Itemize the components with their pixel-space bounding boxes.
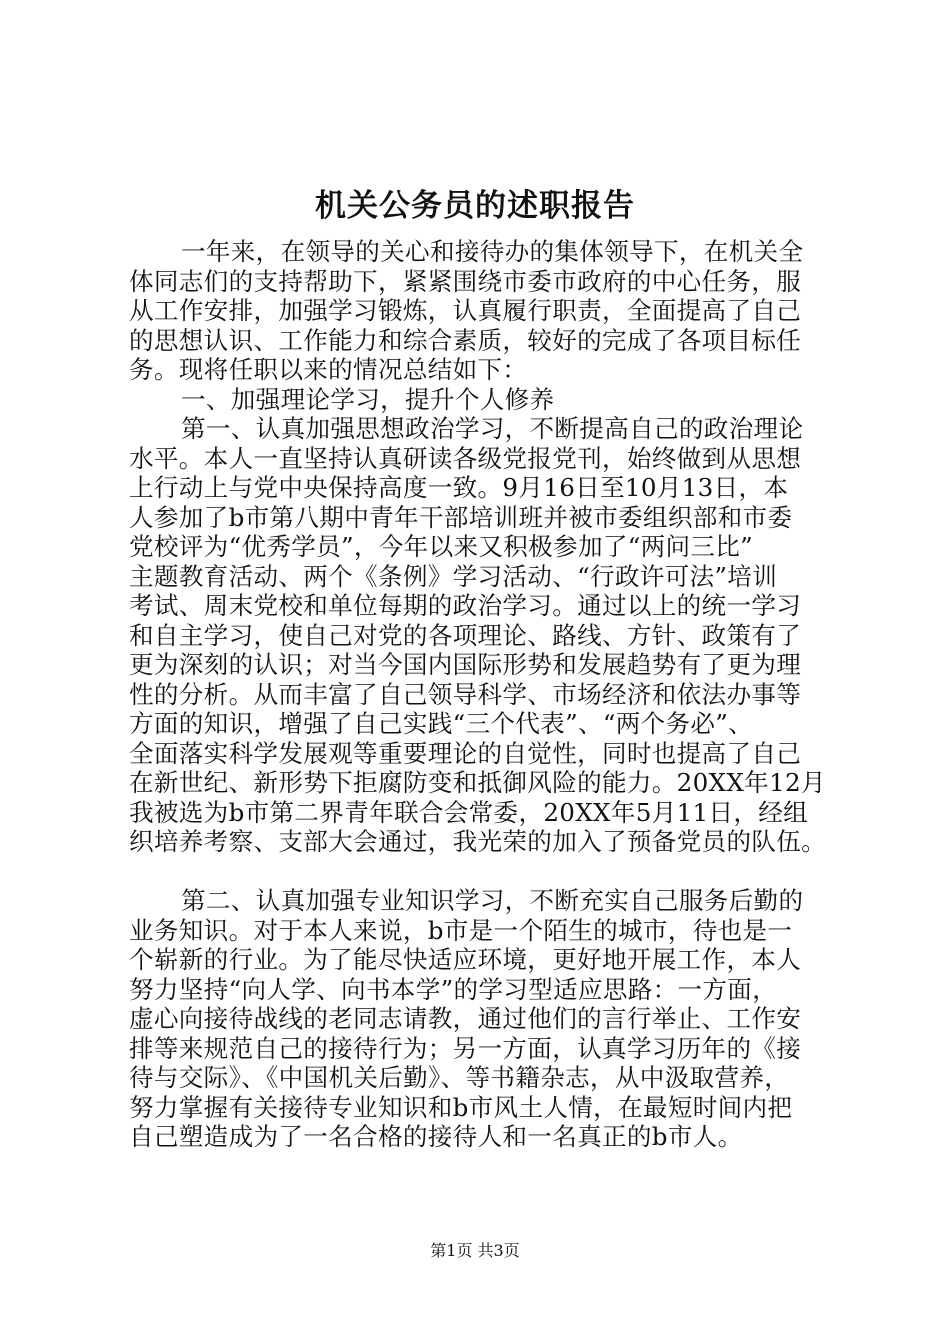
body-line: 一、加强理论学习，提升个人修养 xyxy=(181,384,555,414)
body-line: 和自主学习，使自己对党的各项理论、路线、方针、政策有了 xyxy=(129,620,802,650)
body-line: 待与交际》、《中国机关后勤》、等书籍杂志，从中汲取营养， xyxy=(129,1063,790,1092)
body-line: 的思想认识、工作能力和综合素质，较好的完成了各项目标任 xyxy=(129,325,802,355)
document-body xyxy=(129,237,841,1152)
document-title: 机关公务员的述职报告 xyxy=(315,188,635,224)
body-line: 织培养考察、支部大会通过，我光荣的加入了预备党员的队伍。 xyxy=(129,827,827,856)
body-line: 党校评为“优秀学员”，今年以来又积极参加了“两问三比” xyxy=(129,532,754,561)
body-line: 自己塑造成为了一名合格的接待人和一名真正的b市人。 xyxy=(129,1122,743,1151)
body-line: 考试、周末党校和单位每期的政治学习。通过以上的统一学习 xyxy=(129,591,802,620)
body-line: 从工作安排，加强学习锻炼，认真履行职责，全面提高了自己 xyxy=(129,296,802,325)
body-line: 性的分析。从而丰富了自己领导科学、市场经济和依法办事等 xyxy=(129,679,802,709)
body-line: 体同志们的支持帮助下，紧紧围绕市委市政府的中心任务，服 xyxy=(129,266,802,296)
body-line: 在新世纪、新形势下拒腐防变和抵御风险的能力。20XX年12月 xyxy=(129,768,826,797)
body-line: 水平。本人一直坚持认真研读各级党报党刊，始终做到从思想 xyxy=(129,443,802,473)
body-line: 第二、认真加强专业知识学习，不断充实自己服务后勤的 xyxy=(181,886,804,915)
body-line: 我被选为b市第二界青年联合会常委，20XX年5月11日，经组 xyxy=(129,797,809,827)
body-line: 努力掌握有关接待专业知识和b市风土人情，在最短时间内把 xyxy=(129,1092,793,1122)
body-line: 业务知识。对于本人来说，b市是一个陌生的城市，待也是一 xyxy=(129,915,793,945)
body-line: 更为深刻的认识；对当今国内国际形势和发展趋势有了更为理 xyxy=(129,650,802,679)
body-line: 人参加了b市第八期中青年干部培训班并被市委组织部和市委 xyxy=(129,502,793,532)
body-line: 个崭新的行业。为了能尽快适应环境，更好地开展工作，本人 xyxy=(129,945,802,974)
body-line: 一年来，在领导的关心和接待办的集体领导下，在机关全 xyxy=(181,237,804,266)
body-line: 方面的知识，增强了自己实践“三个代表”、“两个务必”、 xyxy=(129,709,754,738)
blank-line xyxy=(129,857,841,887)
body-line: 全面落实科学发展观等重要理论的自觉性，同时也提高了自己 xyxy=(129,738,802,768)
body-line: 务。现将任职以来的情况总结如下： xyxy=(129,355,528,384)
body-line: 努力坚持“向人学、向书本学”的学习型适应思路：一方面， xyxy=(129,974,778,1004)
body-line: 主题教育活动、两个《条例》学习活动、“行政许可法”培训 xyxy=(129,561,778,591)
body-line: 第一、认真加强思想政治学习，不断提高自己的政治理论 xyxy=(181,414,804,443)
body-line: 排等来规范自己的接待行为；另一方面，认真学习历年的《接 xyxy=(129,1033,802,1063)
body-line: 上行动上与党中央保持高度一致。9月16日至10月13日，本 xyxy=(129,473,789,502)
body-line: 虚心向接待战线的老同志请教，通过他们的言行举止、工作安 xyxy=(129,1004,802,1033)
page-footer: 第1页 共3页 xyxy=(430,1241,520,1260)
